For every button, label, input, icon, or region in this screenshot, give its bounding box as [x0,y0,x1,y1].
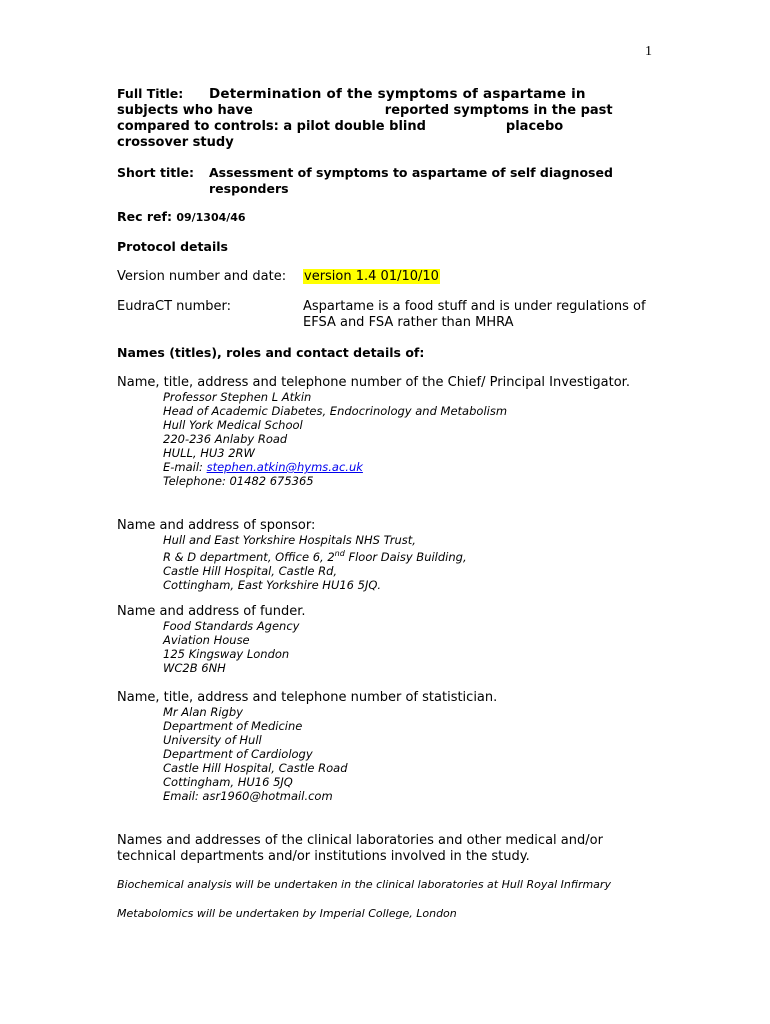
statistician-contact [163,705,348,803]
full-title-block [117,86,657,151]
telephone-line: Telephone: 01482 675365 [163,474,314,488]
contact-line: 125 Kingsway London [163,647,290,661]
sponsor-contact [163,533,467,592]
contact-line: University of Hull [163,733,262,747]
contact-line: Food Standards Agency [163,619,300,633]
contact-line: Hull and East Yorkshire Hospitals NHS Trust, [163,533,416,547]
sponsor-line-2-start: R & D department, Office 6, 2 [163,549,335,564]
contact-line: Castle Hill Hospital, Castle Rd, [163,563,338,578]
investigator-contact [163,390,507,488]
contact-line: Professor Stephen L Atkin [163,390,312,404]
rec-ref [117,209,246,224]
full-title-line-3a: compared to controls: a pilot double blind [117,119,426,134]
contact-line: 220-236 Anlaby Road [163,432,288,446]
investigator-email-link[interactable]: stephen.atkin@hyms.ac.uk [206,460,363,474]
contact-line: Email: asr1960@hotmail.com [163,789,333,803]
short-title-label: Short title: [117,165,194,180]
page-number: 1 [645,44,652,59]
contact-line: Department of Cardiology [163,747,313,761]
contact-line: Aviation House [163,633,250,647]
laboratories-heading: Names and addresses of the clinical laboratories and other medical and/or technical departments and/or institutions involved in the study. [117,833,603,864]
contact-line: Department of Medicine [163,719,303,733]
metabolomics-note: Metabolomics will be undertaken by Imperial College, London [117,907,457,920]
investigator-heading: Name, title, address and telephone number of the Chief/ Principal Investigator. [117,375,630,390]
version-label: Version number and date: [117,269,287,284]
contact-line: Hull York Medical School [163,418,303,432]
statistician-heading: Name, title, address and telephone number of statistician. [117,690,498,705]
full-title-line-1: Determination of the symptoms of aspartame in [209,86,586,102]
funder-heading: Name and address of funder. [117,604,306,619]
full-title-line-4: crossover study [117,135,234,150]
full-title-line-2a: subjects who have [117,103,253,118]
email-label: E-mail: [163,460,207,474]
eudract-value: Aspartame is a food stuff and is under regulations of EFSA and FSA rather than MHRA [303,299,646,330]
ordinal-superscript: nd [334,549,345,558]
names-roles-heading: Names (titles), roles and contact details of: [117,345,425,360]
contact-line: Cottingham, HU16 5JQ [163,775,293,789]
full-title-line-2b: reported symptoms in the past [384,103,613,118]
email-line [163,460,507,474]
eudract-label: EudraCT number: [117,299,232,314]
short-title-value: Assessment of symptoms to aspartame of self diagnosed responders [209,165,613,196]
contact-line: Head of Academic Diabetes, Endocrinology and Metabolism [163,404,508,418]
protocol-details-heading: Protocol details [117,239,228,254]
contact-line: WC2B 6NH [163,661,226,675]
contact-line: Cottingham, East Yorkshire HU16 5JQ. [163,577,382,592]
rec-ref-label: Rec ref: [117,209,172,224]
version-value-highlighted: version 1.4 01/10/10 [304,269,439,284]
sponsor-line-2-end: Floor Daisy Building, [344,549,467,564]
contact-line: Mr Alan Rigby [163,705,243,719]
full-title-label: Full Title: [117,86,184,101]
contact-line [163,547,467,564]
sponsor-heading: Name and address of sponsor: [117,518,316,533]
full-title-line-3b: placebo [505,119,564,134]
rec-ref-value: 09/1304/46 [176,211,246,224]
biochemical-analysis-note: Biochemical analysis will be undertaken in the clinical laboratories at Hull Royal Infirmary [117,878,611,891]
contact-line: HULL, HU3 2RW [163,446,255,460]
funder-contact [163,619,299,675]
contact-line: Castle Hill Hospital, Castle Road [163,761,348,775]
